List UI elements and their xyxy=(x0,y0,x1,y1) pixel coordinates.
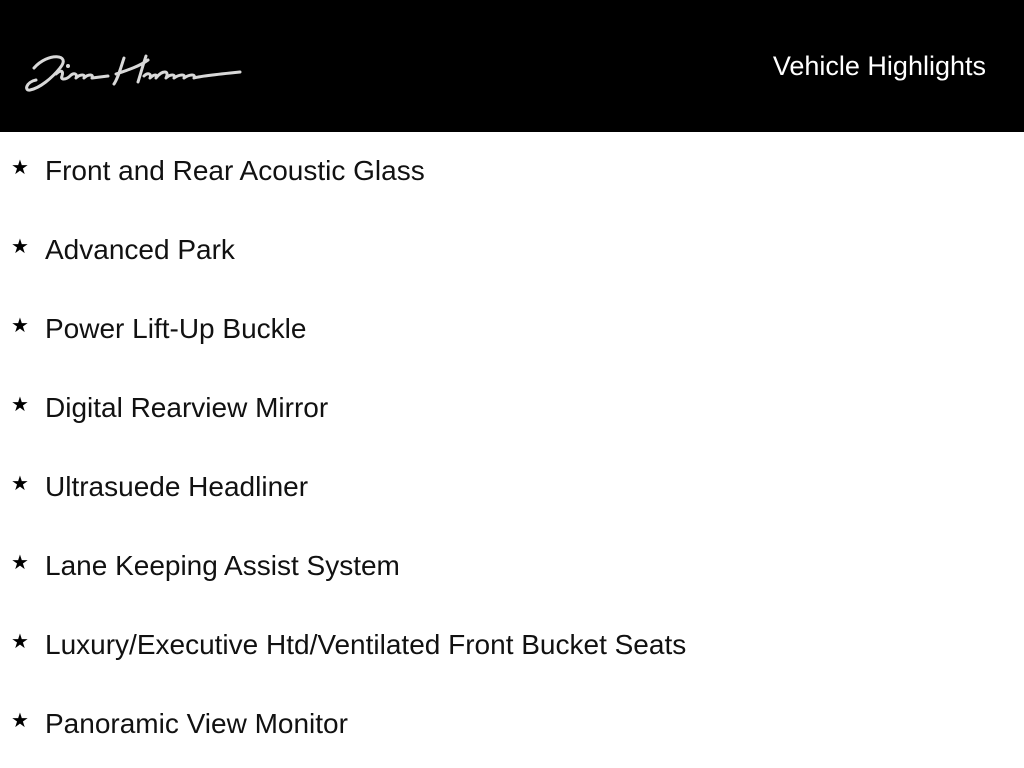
highlight-label: Digital Rearview Mirror xyxy=(45,392,329,423)
star-icon: ★ xyxy=(11,550,29,574)
star-icon: ★ xyxy=(11,708,29,732)
star-icon: ★ xyxy=(11,234,29,258)
highlight-label: Power Lift-Up Buckle xyxy=(45,313,307,344)
list-item xyxy=(0,527,1024,606)
header-bar xyxy=(0,0,1024,132)
highlight-label: Luxury/Executive Htd/Ventilated Front Bucket Seats xyxy=(45,629,687,660)
list-item xyxy=(0,369,1024,448)
star-icon: ★ xyxy=(11,313,29,337)
highlights-list xyxy=(0,132,1024,764)
list-item xyxy=(0,448,1024,527)
list-item xyxy=(0,290,1024,369)
star-icon: ★ xyxy=(11,629,29,653)
page-title: Vehicle Highlights xyxy=(772,51,986,81)
highlight-label: Lane Keeping Assist System xyxy=(45,550,400,581)
star-icon: ★ xyxy=(11,471,29,495)
list-item xyxy=(0,132,1024,211)
highlight-label: Panoramic View Monitor xyxy=(45,708,348,739)
list-item xyxy=(0,606,1024,685)
dealer-signature-logo xyxy=(20,44,244,98)
list-item xyxy=(0,685,1024,764)
list-item xyxy=(0,211,1024,290)
star-icon: ★ xyxy=(11,392,29,416)
star-icon: ★ xyxy=(11,155,29,179)
highlight-label: Advanced Park xyxy=(45,234,235,265)
highlight-label: Ultrasuede Headliner xyxy=(45,471,309,502)
highlight-label: Front and Rear Acoustic Glass xyxy=(45,155,425,186)
